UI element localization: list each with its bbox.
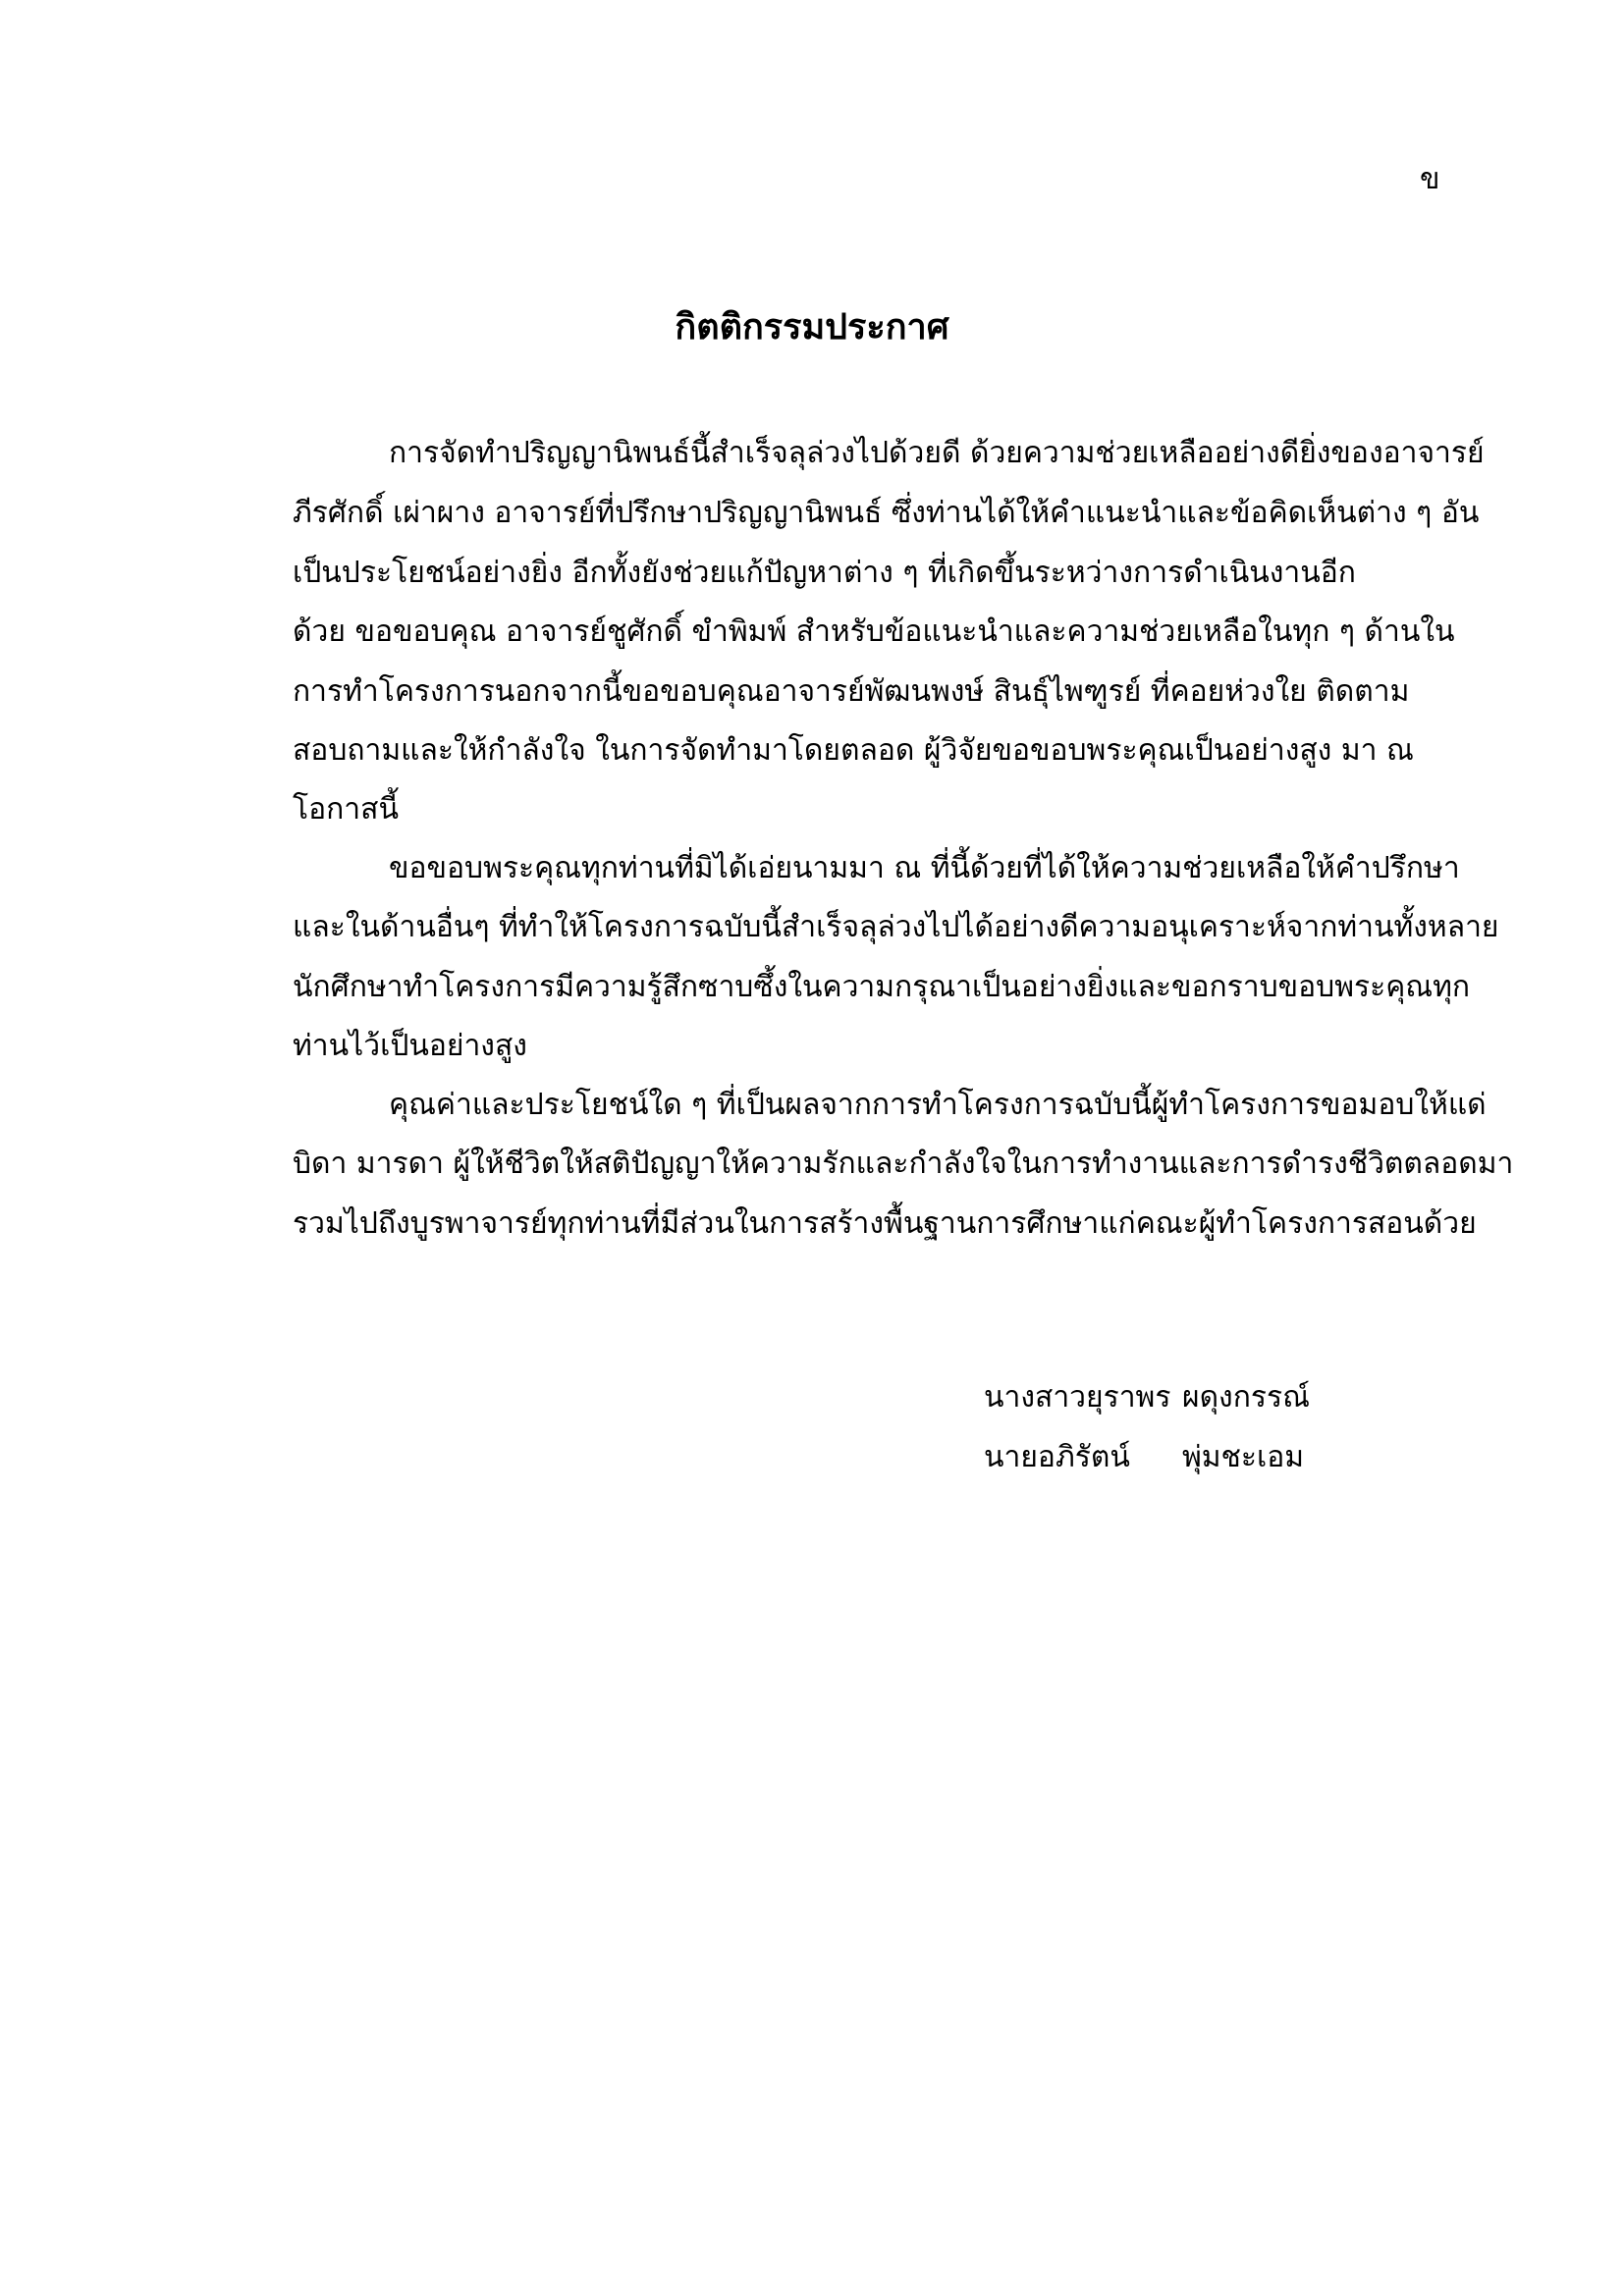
page-title: กิตติกรรมประกาศ <box>675 306 949 347</box>
paragraph-2-line-3: นักศึกษาทำโครงการมีความรู้สึกซาบซึ้งในความกรุณาเป็นอย่างยิ่งและขอกราบขอบพระคุณทุก <box>293 970 1471 1004</box>
paragraph-1-line-3: เป็นประโยชน์อย่างยิ่ง อีกทั้งยังช่วยแก้ปัญหาต่าง ๆ ที่เกิดขึ้นระหว่างการดำเนินงานอีก <box>293 556 1356 590</box>
paragraph-2-line-1: ขอขอบพระคุณทุกท่านที่มิได้เอ่ยนามมา ณ ที่นี้ด้วยที่ได้ให้ความช่วยเหลือให้คำปรึกษา <box>389 851 1460 885</box>
signatory-2-name: นายอภิรัตน์ <box>984 1440 1130 1474</box>
paragraph-2-line-4: ท่านไว้เป็นอย่างสูง <box>293 1029 527 1063</box>
paragraph-1-line-2: ภีรศักดิ์ เผ่าผาง อาจารย์ที่ปรึกษาปริญญานิพนธ์ ซึ่งท่านได้ให้คำแนะนำและข้อคิดเห็นต่าง ๆ อัน <box>293 496 1480 530</box>
signatory-1-name: นางสาวยุราพร <box>984 1380 1171 1415</box>
paragraph-1-line-5: การทำโครงการนอกจากนี้ขอขอบคุณอาจารย์พัฒนพงษ์ สินธุ์ไพฑูรย์ ที่คอยห่วงใย ติดตาม <box>293 674 1410 709</box>
paragraph-1-line-4: ด้วย ขอขอบคุณ อาจารย์ชูศักดิ์ ขำพิมพ์ สำหรับข้อแนะนำและความช่วยเหลือในทุก ๆ ด้านใน <box>293 614 1455 649</box>
paragraph-1-line-6: สอบถามและให้กำลังใจ ในการจัดทำมาโดยตลอด ผู้วิจัยขอขอบพระคุณเป็นอย่างสูง มา ณ <box>293 733 1414 768</box>
paragraph-2-line-2: และในด้านอื่นๆ ที่ทำให้โครงการฉบับนี้สำเร็จลุล่วงไปได้อย่างดีความอนุเคราะห์จากท่านทั้งหลาย <box>293 910 1499 944</box>
signatory-1-surname: ผดุงกรรณ์ <box>1182 1380 1310 1415</box>
paragraph-3-line-1: คุณค่าและประโยชน์ใด ๆ ที่เป็นผลจากการทำโครงการฉบับนี้ผู้ทำโครงการขอมอบให้แด่ <box>389 1088 1487 1122</box>
signatory-2-surname: พุ่มชะเอม <box>1182 1440 1305 1474</box>
paragraph-3-line-3: รวมไปถึงบูรพาจารย์ทุกท่านที่มีส่วนในการสร้างพื้นฐานการศึกษาแก่คณะผู้ทำโครงการสอนด้วย <box>293 1206 1477 1241</box>
paragraph-3-line-2: บิดา มารดา ผู้ให้ชีวิตให้สติปัญญาให้ความรักและกำลังใจในการทำงานและการดำรงชีวิตตลอดมา <box>293 1147 1514 1181</box>
paragraph-1-line-7: โอกาสนี้ <box>293 792 399 827</box>
paragraph-1-line-1: การจัดทำปริญญานิพนธ์นี้สำเร็จลุล่วงไปด้วยดี ด้วยความช่วยเหลืออย่างดียิ่งของอาจารย์ <box>389 436 1485 470</box>
page-number: ข <box>1420 162 1440 196</box>
